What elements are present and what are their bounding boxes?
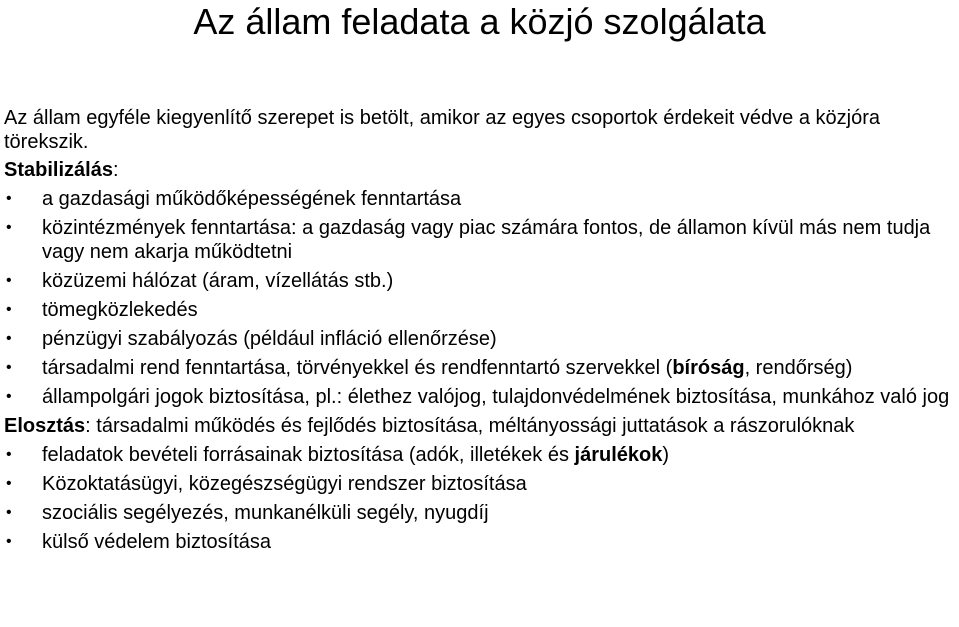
bullet-icon: • xyxy=(6,359,12,376)
item-text: szociális segélyezés, munkanélküli segély, nyugdíj xyxy=(42,502,489,524)
bullet-icon: • xyxy=(6,190,12,207)
item-text: közintézmények fenntartása: a gazdaság vagy piac számára fontos, de államon kívül más nem tudja vagy nem akarja működtetni xyxy=(42,217,931,263)
list-item xyxy=(4,443,956,467)
bullet-icon: • xyxy=(6,330,12,347)
item-text: állampolgári jogok biztosítása, pl.: élethez valójog, tulajdonvédelmének biztosítása, munkához való jog xyxy=(42,386,950,408)
item-text: Közoktatásügyi, közegészségügyi rendszer biztosítása xyxy=(42,473,527,495)
bullet-icon: • xyxy=(6,388,12,405)
slide-content xyxy=(4,106,956,559)
list-item xyxy=(4,530,956,554)
elosztas-text: : társadalmi működés és fejlődés biztosítása, méltányossági juttatások a rászorulóknak xyxy=(85,415,855,437)
list-item xyxy=(4,187,956,211)
bold-term: bíróság xyxy=(672,357,745,379)
bullet-icon: • xyxy=(6,301,12,318)
bullet-icon: • xyxy=(6,219,12,236)
intro-paragraph: Az állam egyféle kiegyenlítő szerepet is betölt, amikor az egyes csoportok érdekeit védve a közjóra törekszik. xyxy=(4,107,880,153)
stabilizalas-list xyxy=(4,187,956,409)
bullet-icon: • xyxy=(6,504,12,521)
list-item xyxy=(4,269,956,293)
item-text: feladatok bevételi forrásainak biztosítása (adók, illetékek és xyxy=(42,444,575,466)
bullet-icon: • xyxy=(6,272,12,289)
elosztas-heading xyxy=(4,414,956,438)
list-item xyxy=(4,501,956,525)
bullet-icon: • xyxy=(6,475,12,492)
item-text: ) xyxy=(662,444,670,466)
list-item xyxy=(4,472,956,496)
item-text: a gazdasági működőképességének fenntartása xyxy=(42,188,462,210)
elosztas-list xyxy=(4,443,956,554)
list-item xyxy=(4,298,956,322)
bold-term: járulékok xyxy=(574,444,663,466)
list-item xyxy=(4,327,956,351)
stabilizalas-heading xyxy=(4,158,956,182)
item-text: külső védelem biztosítása xyxy=(42,531,272,553)
slide-title: Az állam feladata a közjó szolgálata xyxy=(193,1,766,42)
stabilizalas-colon: : xyxy=(112,159,119,181)
item-text: pénzügyi szabályozás (például infláció ellenőrzése) xyxy=(42,328,497,350)
item-text: társadalmi rend fenntartása, törvényekkel és rendfenntartó szervekkel ( xyxy=(42,357,673,379)
stabilizalas-label: Stabilizálás xyxy=(4,159,113,181)
bullet-icon: • xyxy=(6,446,12,463)
list-item xyxy=(4,356,956,380)
list-item xyxy=(4,385,956,409)
item-text: közüzemi hálózat (áram, vízellátás stb.) xyxy=(42,270,394,292)
item-text: , rendőrség) xyxy=(744,357,853,379)
list-item xyxy=(4,216,956,264)
elosztas-label: Elosztás xyxy=(4,415,86,437)
bullet-icon: • xyxy=(6,533,12,550)
item-text: tömegközlekedés xyxy=(42,299,198,321)
